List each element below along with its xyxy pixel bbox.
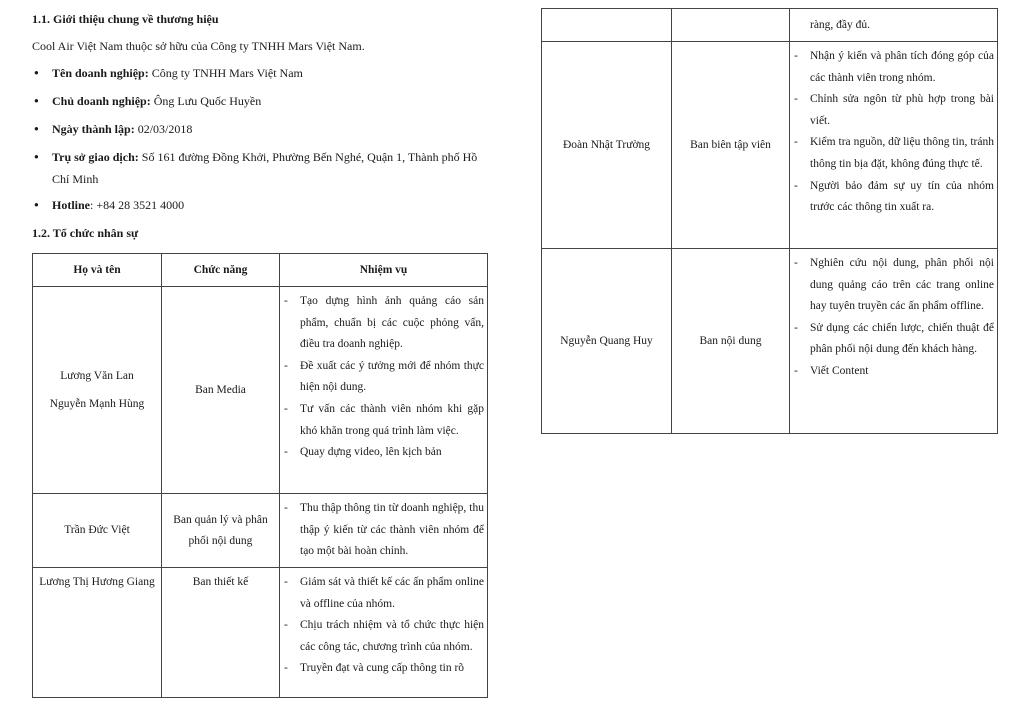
duty-item: - Quay dựng video, lên kịch bản [280,442,484,464]
table-header-row [33,254,488,287]
duty-item: - Giám sát và thiết kế các ấn phẩm online và offline của nhóm. [280,572,484,615]
table-row [33,287,488,494]
cell-names [33,568,162,698]
column-header-role: Chức năng [162,254,280,287]
duty-item: - Kiểm tra nguồn, dữ liệu thông tin, tránh thông tin bịa đặt, không đúng thực tế. [790,132,994,175]
person-name: Nguyễn Mạnh Hùng [49,398,145,410]
duty-item: - Viết Content [790,361,994,383]
cell-role: Ban quản lý và phân phối nội dung [162,494,280,568]
info-label: Trụ sở giao dịch: [52,150,139,164]
duty-continuation: ràng, đầy đủ. [810,18,871,31]
table-row [33,494,488,568]
cell-names: Nguyễn Quang Huy [542,249,672,434]
person-name: Lương Thị Hương Giang [39,576,155,588]
cell-duties [790,249,998,434]
info-value: Số 161 đường Đồng Khởi, Phường Bến Nghé, Quận 1, Thành phố Hồ Chí Minh [52,150,478,186]
column-header-duties: Nhiệm vụ [280,254,488,287]
info-label: Chủ doanh nghiệp: [52,94,151,108]
duty-item: - Tạo dựng hình ảnh quảng cáo sản phẩm, chuẩn bị các cuộc phỏng vấn, điều tra doanh nghiệp. [280,291,484,356]
staff-table-continued [541,8,998,434]
info-value: : +84 28 3521 4000 [90,198,185,212]
list-item [32,62,487,84]
cell-duties [280,287,488,494]
cell-role: Ban biên tập viên [672,42,790,249]
cell-role [672,9,790,42]
cell-duties [790,9,998,42]
cell-role: Ban Media [162,287,280,494]
cell-duties [280,494,488,568]
info-value: Công ty TNHH Mars Việt Nam [148,66,303,80]
duty-item: - Người bảo đảm sự uy tín của nhóm trước các thông tin xuất ra. [790,176,994,219]
duty-item: - Sử dụng các chiến lược, chiến thuật để phân phối nội dung đến khách hàng. [790,318,994,361]
duty-item: - Chỉnh sửa ngôn từ phù hợp trong bài viết. [790,89,994,132]
cell-role: Ban nội dung [672,249,790,434]
duty-item: - Tư vấn các thành viên nhóm khi gặp khó khăn trong quá trình làm việc. [280,399,484,442]
person-name: Lương Văn Lan [60,370,134,382]
info-label: Hotline [52,198,90,212]
cell-role: Ban thiết kế [162,568,280,698]
list-item [32,194,487,216]
info-label: Tên doanh nghiệp: [52,66,149,80]
info-value: 02/03/2018 [134,122,193,136]
intro-paragraph: Cool Air Việt Nam thuộc sở hữu của Công ty TNHH Mars Việt Nam. [32,39,365,53]
duty-item: - Nghiên cứu nội dung, phân phối nội dung quảng cáo trên các trang online hay tuyên truyền các ấn phẩm offline. [790,253,994,318]
info-value: Ông Lưu Quốc Huyền [150,94,262,108]
staff-table [32,253,488,698]
section-heading-staff: 1.2. Tổ chức nhân sự [32,226,139,240]
table-row [542,249,998,434]
cell-names [33,494,162,568]
cell-names: Đoàn Nhật Trường [542,42,672,249]
duty-item: - Nhận ý kiến và phân tích đóng góp của các thành viên trong nhóm. [790,46,994,89]
table-row [542,9,998,42]
company-info-list [32,62,487,222]
info-label: Ngày thành lập: [52,122,135,136]
table-row [542,42,998,249]
cell-duties [280,568,488,698]
list-item [32,146,487,190]
duty-item: - Đề xuất các ý tưởng mới để nhóm thực hiện nội dung. [280,356,484,399]
column-header-name: Họ và tên [33,254,162,287]
duty-item: - Thu thập thông tin từ doanh nghiệp, thu thập ý kiến từ các thành viên nhóm để tạo một bài hoàn chỉnh. [280,498,484,563]
cell-names [33,287,162,494]
list-item [32,90,487,112]
duty-item: - Truyền đạt và cung cấp thông tin rõ [280,658,484,680]
duty-item: - Chịu trách nhiệm và tổ chức thực hiện các công tác, chương trình của nhóm. [280,615,484,658]
cell-duties [790,42,998,249]
list-item [32,118,487,140]
table-row [33,568,488,698]
person-name: Trần Đức Việt [64,524,130,536]
section-heading-brand-intro: 1.1. Giới thiệu chung về thương hiệu [32,12,219,26]
cell-names [542,9,672,42]
